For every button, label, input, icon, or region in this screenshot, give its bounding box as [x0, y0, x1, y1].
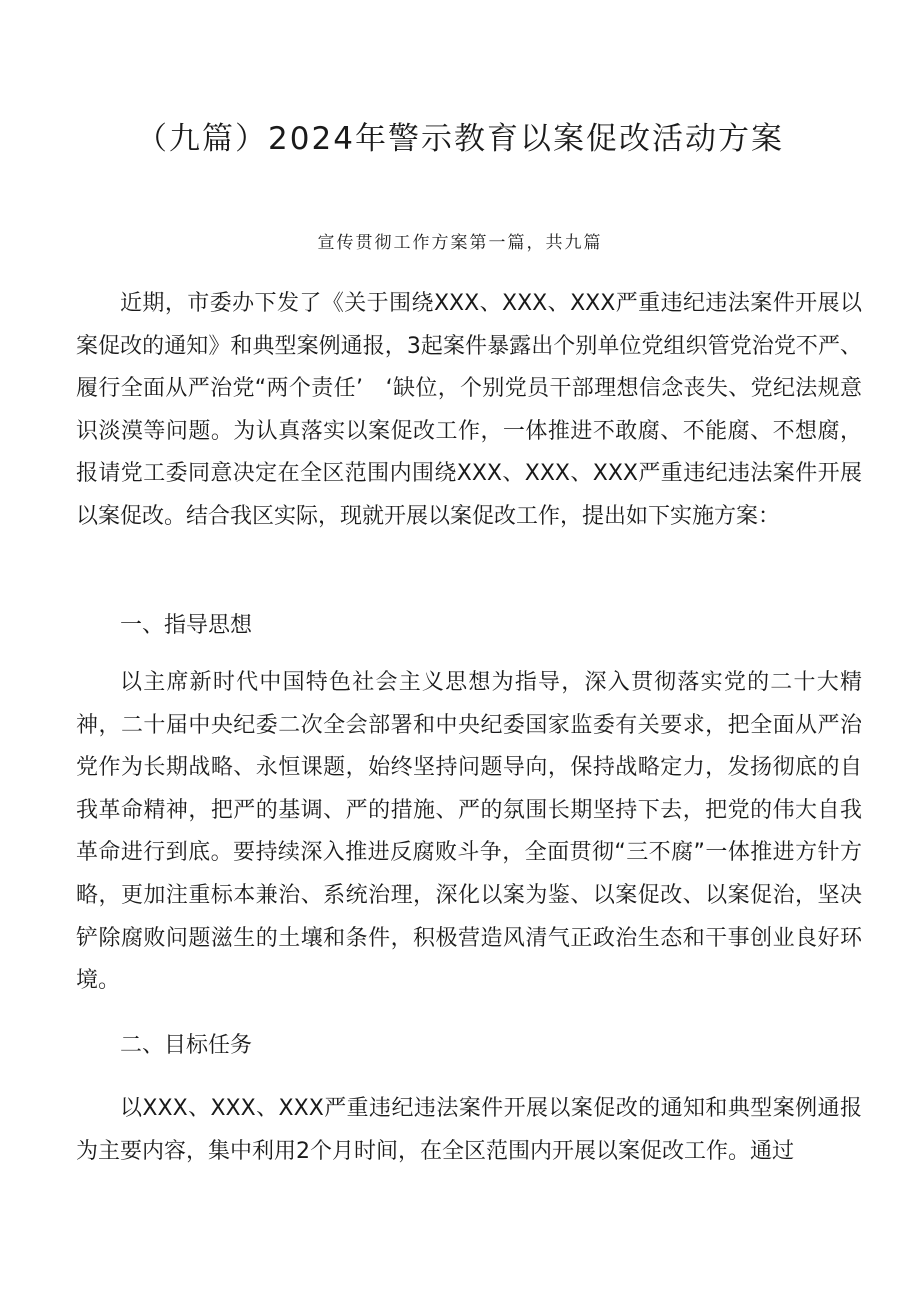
- paragraph-goals-tasks: 以XXX、XXX、XXX严重违纪违法案件开展以案促改的通知和典型案例通报为主要内容，集中利用2个月时间，在全区范围内开展以案促改工作。通过: [76, 1096, 862, 1164]
- paragraph-intro: 近期，市委办下发了《关于围绕XXX、XXX、XXX严重违纪违法案件开展以案促改的通知》和典型案例通报，3起案件暴露出个别单位党组织管党治党不严、履行全面从严治党“两个责任’ ‘缺位，个别党员干部理想信念丧失、党纪法规意识淡漠等问题。为认真落实以案促改工作，一体推进不敢腐、不能腐、不想腐，报请党工委同意决定在全区范围内围绕XXX、XXX、XXX严重违纪违法案件开展以案促改。结合我区实际，现就开展以案促改工作，提出如下实施方案：: [76, 291, 862, 529]
- document-title: （九篇）2024年警示教育以案促改活动方案: [136, 121, 784, 157]
- document-subtitle: 宣传贯彻工作方案第一篇，共九篇: [317, 233, 603, 253]
- section-heading-goals-tasks: 二、目标任务: [120, 1033, 253, 1058]
- section-heading-guiding-ideology: 一、指导思想: [120, 613, 253, 638]
- paragraph-guiding-ideology: 以主席新时代中国特色社会主义思想为指导，深入贯彻落实党的二十大精神，二十届中央纪委二次全会部署和中央纪委国家监委有关要求，把全面从严治党作为长期战略、永恒课题，始终坚持问题导向，保持战略定力，发扬彻底的自我革命精神，把严的基调、严的措施、严的氛围长期坚持下去，把党的伟大自我革命进行到底。要持续深入推进反腐败斗争，全面贯彻“三不腐”一体推进方针方略，更加注重标本兼治、系统治理，深化以案为鉴、以案促改、以案促治，坚决铲除腐败问题滋生的土壤和条件，积极营造风清气正政治生态和干事创业良好环境。: [76, 670, 862, 994]
